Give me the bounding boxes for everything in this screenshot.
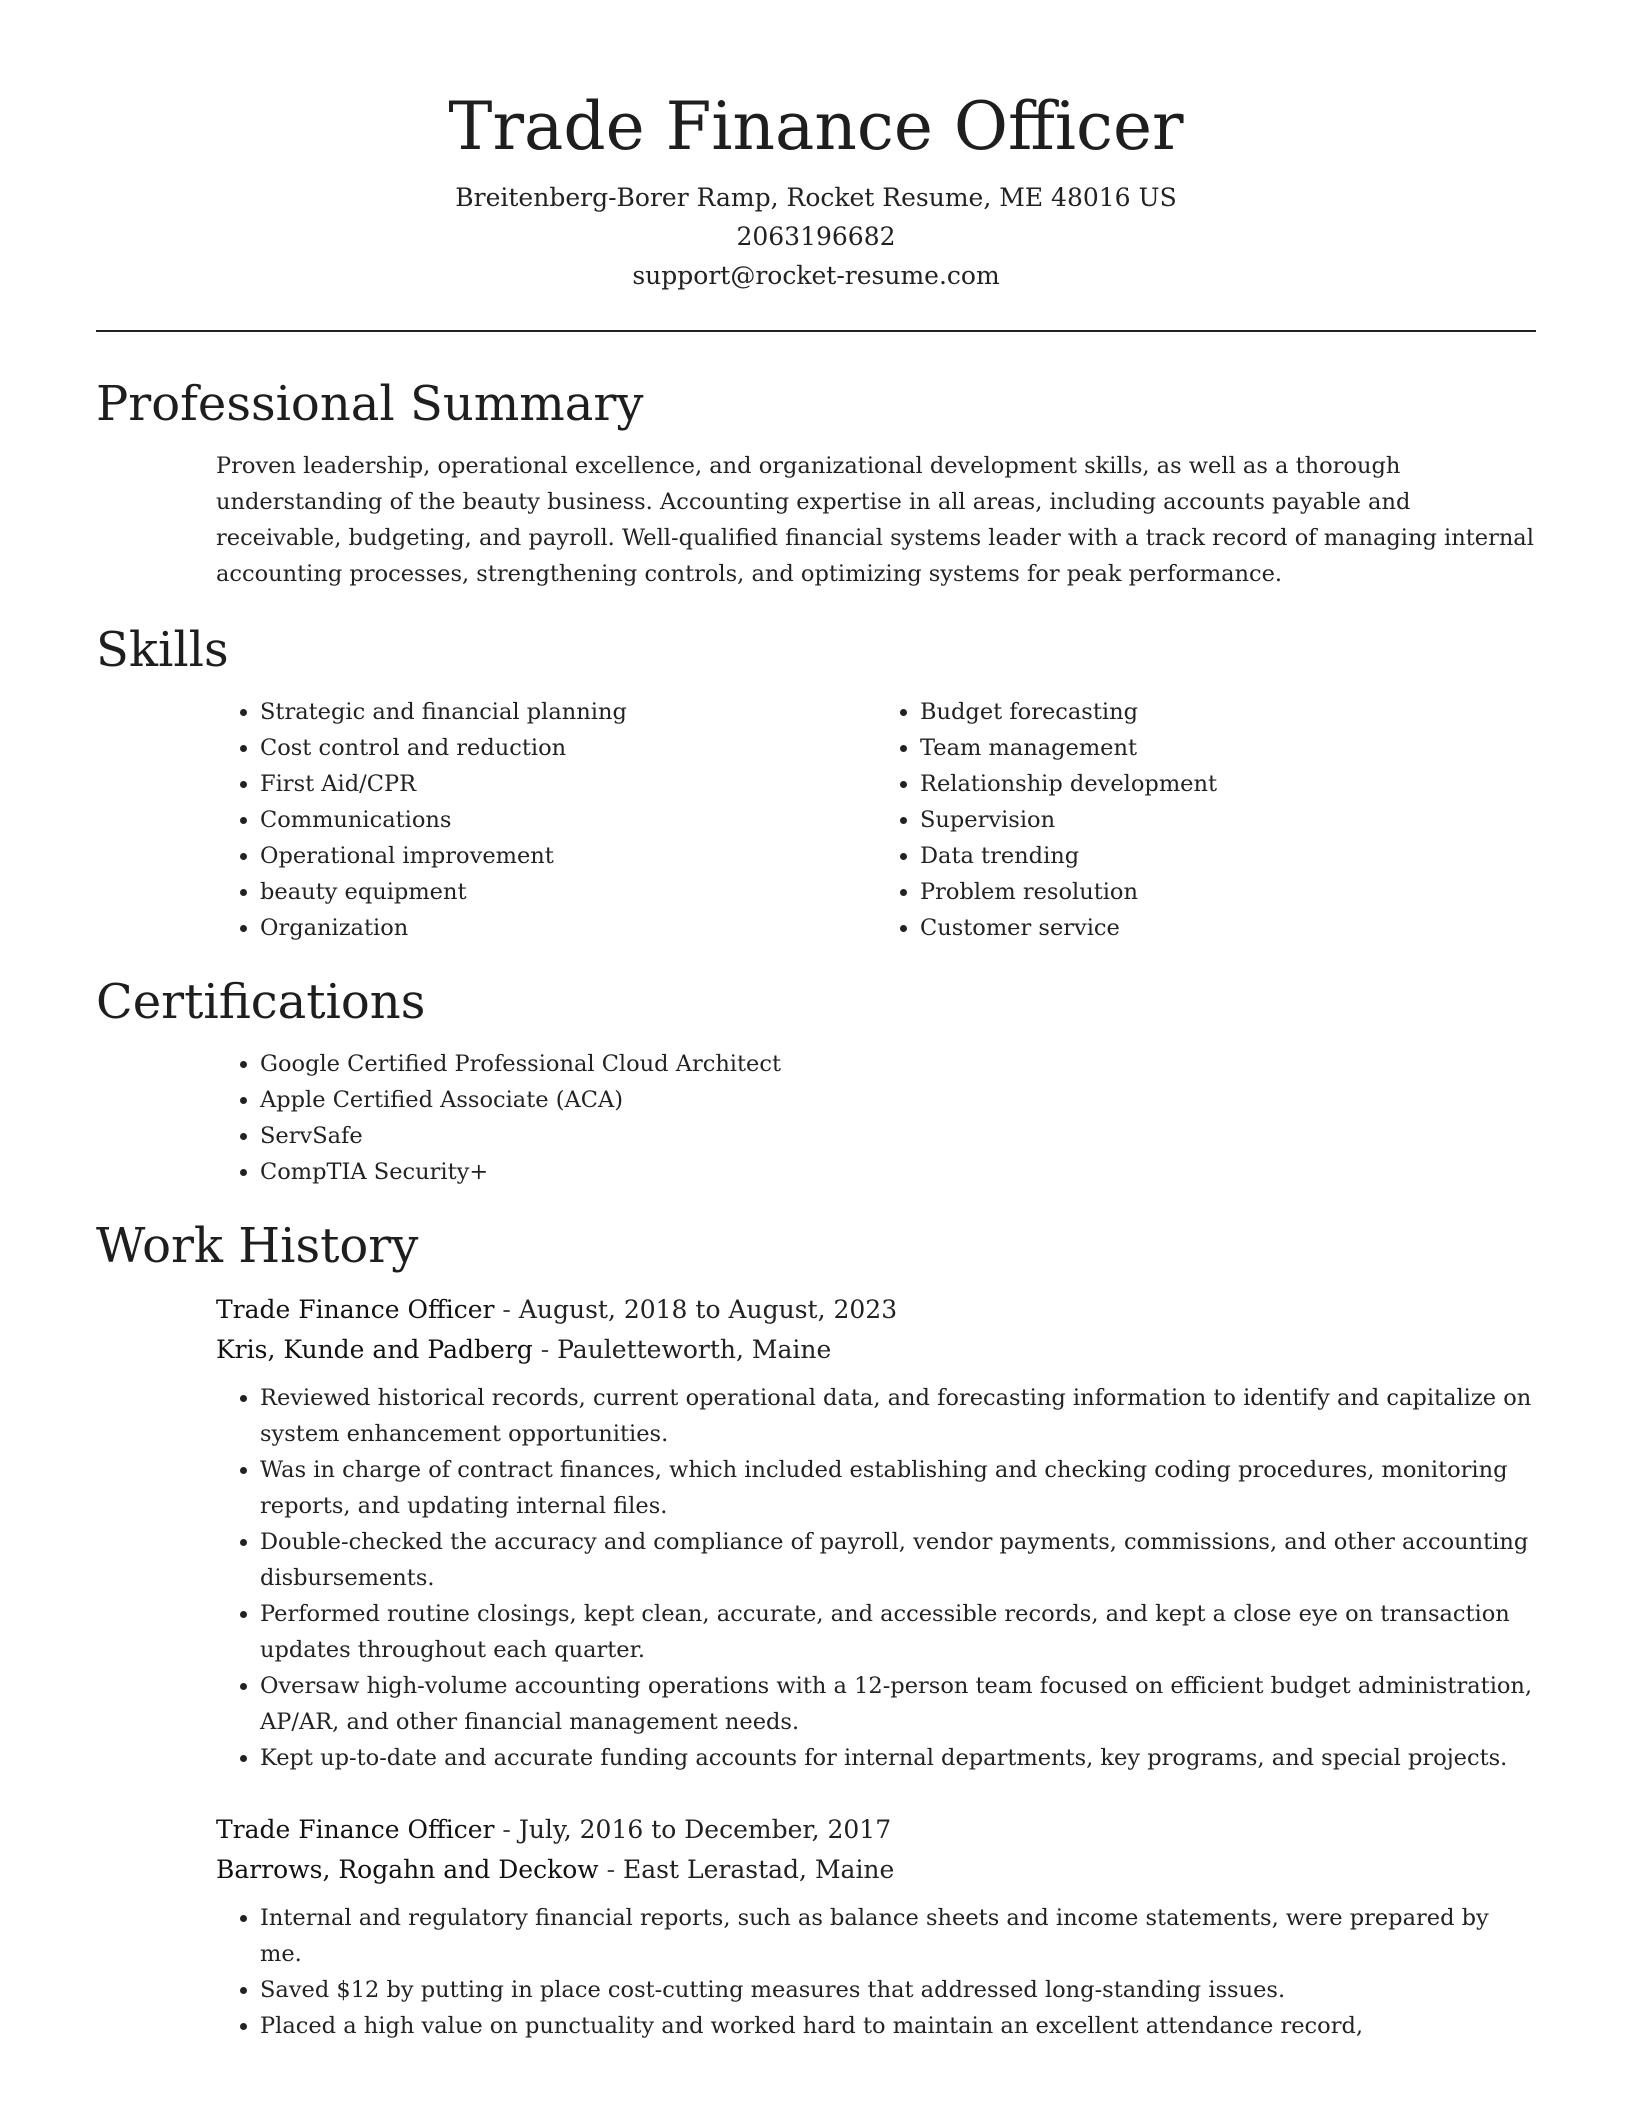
certification-item: • Google Certified Professional Cloud Architect bbox=[260, 1046, 1536, 1082]
work-history-title: Work History bbox=[96, 1218, 419, 1274]
job-entry bbox=[216, 1290, 1536, 1776]
resume-header bbox=[96, 0, 1536, 295]
job-bullet: • Kept up-to-date and accurate funding accounts for internal departments, key programs, and special projects. bbox=[260, 1740, 1536, 1776]
summary-title: Professional Summary bbox=[96, 376, 644, 432]
resume-page bbox=[96, 0, 1536, 2044]
header-divider bbox=[96, 330, 1536, 332]
skill-item: • First Aid/CPR bbox=[260, 766, 876, 802]
contact-info bbox=[96, 178, 1536, 295]
skill-item: • Communications bbox=[260, 802, 876, 838]
job-bullet: • Saved $12 by putting in place cost-cutting measures that addressed long-standing issues. bbox=[260, 1972, 1536, 2008]
company-name: Kris, Kunde and Padberg bbox=[216, 1335, 533, 1364]
phone: 2063196682 bbox=[736, 222, 896, 251]
skills-title: Skills bbox=[96, 622, 229, 678]
email: support@rocket-resume.com bbox=[632, 261, 1000, 290]
certifications-list bbox=[216, 1046, 1536, 1190]
job-bullet: • Was in charge of contract finances, which included establishing and checking coding procedures, monitoring reports, and updating internal files. bbox=[260, 1452, 1536, 1524]
company-line bbox=[216, 1850, 1536, 1890]
separator: - bbox=[494, 1815, 519, 1844]
job-entry bbox=[216, 1810, 1536, 2044]
skill-item: • Budget forecasting bbox=[920, 694, 1536, 730]
candidate-name: Trade Finance Officer bbox=[448, 88, 1184, 165]
skills-list-right bbox=[876, 694, 1536, 946]
company-line bbox=[216, 1330, 1536, 1370]
skill-item: • Organization bbox=[260, 910, 876, 946]
job-dates: August, 2018 to August, 2023 bbox=[518, 1295, 898, 1324]
separator: - bbox=[494, 1295, 519, 1324]
skill-item: • Team management bbox=[920, 730, 1536, 766]
skill-item: • Relationship development bbox=[920, 766, 1536, 802]
job-title-line bbox=[216, 1290, 1536, 1330]
skill-item: • Cost control and reduction bbox=[260, 730, 876, 766]
job-bullets bbox=[216, 1380, 1536, 1776]
skill-item: • Customer service bbox=[920, 910, 1536, 946]
certification-item: • ServSafe bbox=[260, 1118, 1536, 1154]
certification-item: • Apple Certified Associate (ACA) bbox=[260, 1082, 1536, 1118]
job-bullet: • Double-checked the accuracy and compliance of payroll, vendor payments, commissions, and other accounting disbursements. bbox=[260, 1524, 1536, 1596]
job-dates: July, 2016 to December, 2017 bbox=[518, 1815, 892, 1844]
address: Breitenberg-Borer Ramp, Rocket Resume, ME 48016 US bbox=[455, 183, 1177, 212]
skill-item: • Strategic and financial planning bbox=[260, 694, 876, 730]
work-history-section bbox=[96, 1212, 1536, 2044]
job-bullet: • Oversaw high-volume accounting operations with a 12-person team focused on efficient budget administration, AP/AR, and other financial management needs. bbox=[260, 1668, 1536, 1740]
skills-section bbox=[96, 616, 1536, 946]
company-location: Pauletteworth, Maine bbox=[557, 1335, 832, 1364]
job-title-line bbox=[216, 1810, 1536, 1850]
skills-columns bbox=[216, 694, 1536, 946]
certification-item: • CompTIA Security+ bbox=[260, 1154, 1536, 1190]
job-bullet: • Placed a high value on punctuality and worked hard to maintain an excellent attendance record, bbox=[260, 2008, 1536, 2044]
job-bullet: • Internal and regulatory financial reports, such as balance sheets and income statements, were prepared by me. bbox=[260, 1900, 1536, 1972]
separator: - bbox=[532, 1335, 558, 1364]
skill-item: • Data trending bbox=[920, 838, 1536, 874]
company-location: East Lerastad, Maine bbox=[623, 1855, 895, 1884]
skill-item: • Operational improvement bbox=[260, 838, 876, 874]
job-bullets bbox=[216, 1900, 1536, 2044]
skills-list-left bbox=[216, 694, 876, 946]
certifications-section bbox=[96, 968, 1536, 1190]
job-bullet: • Reviewed historical records, current operational data, and forecasting information to identify and capitalize on system enhancement opportunities. bbox=[260, 1380, 1536, 1452]
company-name: Barrows, Rogahn and Deckow bbox=[216, 1855, 599, 1884]
skill-item: • beauty equipment bbox=[260, 874, 876, 910]
job-bullet: • Performed routine closings, kept clean, accurate, and accessible records, and kept a close eye on transaction updates throughout each quarter. bbox=[260, 1596, 1536, 1668]
skill-item: • Problem resolution bbox=[920, 874, 1536, 910]
job-title: Trade Finance Officer bbox=[216, 1815, 495, 1844]
certifications-title: Certifications bbox=[96, 974, 426, 1030]
job-title: Trade Finance Officer bbox=[216, 1295, 495, 1324]
separator: - bbox=[598, 1855, 624, 1884]
summary-section bbox=[96, 370, 1536, 592]
summary-text: Proven leadership, operational excellence, and organizational development skills, as well as a thorough understanding of the beauty business. Accounting expertise in all areas, including accounts payable and receivable, budgeting, and payroll. Well-qualified financial systems leader with a track record of managing internal accounting processes, strengthening controls, and optimizing systems for peak performance. bbox=[216, 453, 1534, 587]
skill-item: • Supervision bbox=[920, 802, 1536, 838]
